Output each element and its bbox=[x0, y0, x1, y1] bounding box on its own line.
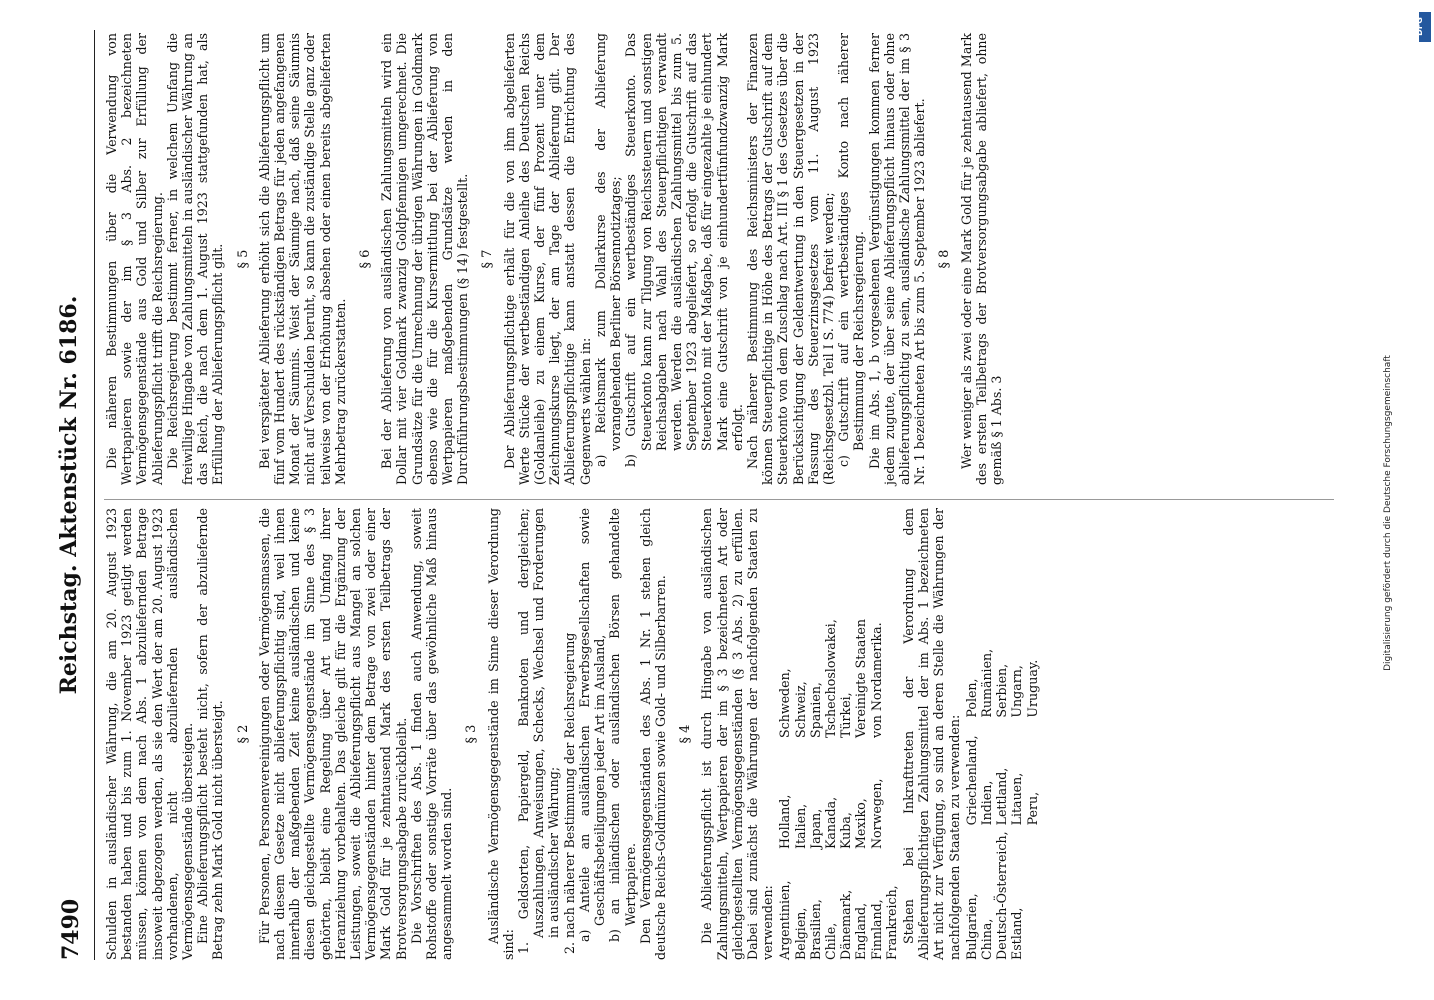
right-column bbox=[104, 33, 1004, 485]
country: Rumänien, bbox=[978, 648, 994, 718]
paragraph: Die Reichsregierung bestimmt ferner, in welchem Umfang die freiwillige Hingabe von Zahlungsmitteln in ausländischer Währung an das Reich, die nach dem 1. August 1923 stattgefunden hat, als Erfüllung der Ablieferungspflicht gilt. bbox=[164, 33, 226, 485]
paragraph: Die Ablieferungspflicht ist durch Hingabe von ausländischen Zahlungsmitteln, Wertpapieren der im § 3 bezeichneten Art oder gleichgestellten Vermögensgegenständen (§ 3 Abs. 2) zu erfüllen. Dabei sind zunächst die Währungen der nachfolgenden Staaten zu verwenden: bbox=[699, 508, 776, 960]
country bbox=[1025, 831, 1040, 960]
country: Türkei, bbox=[838, 692, 854, 738]
country: Vereinigte Staaten bbox=[853, 619, 869, 738]
section-heading: § 8 bbox=[937, 249, 953, 269]
country: Schweiz, bbox=[792, 681, 808, 738]
country bbox=[823, 508, 838, 613]
country: Kuba, bbox=[838, 812, 854, 849]
country bbox=[838, 508, 853, 613]
paragraph: Stehen bei Inkrafttreten der Verordnung dem Ablieferungspflichtigen Zahlungsmittel der im Abs. 1 bezeichneten Art nicht zur Verfügung, so sind an deren Stelle die Währungen der nachfolgenden Staaten zu verwenden: bbox=[900, 508, 962, 960]
country: Peru, bbox=[1024, 791, 1040, 826]
country: Argentinien, bbox=[777, 880, 793, 960]
country: Italien, bbox=[792, 803, 808, 849]
country: Indien, bbox=[978, 780, 994, 826]
country bbox=[853, 508, 868, 613]
country: Spanien, bbox=[807, 682, 823, 738]
list-item: a) Anteile an ausländischen Erwerbsgesellschaften sowie Geschäftsbeteiligungen jeder Art im Ausland, bbox=[576, 508, 608, 942]
country: Griechenland, bbox=[963, 735, 979, 826]
paragraph: Bei verspäteter Ablieferung erhöht sich die Ablieferungspflicht um fünf vom Hundert des rückständigen Betrags für jeden angefangenen Monat der Säumnis. Weist der Säumige nach, daß seine Säumnis nicht auf Verschulden beruht, so kann die zuständige Stelle ganz oder teilweise von der Erhöhung absehen oder einen bereits abgelieferten Mehrbetrag zurückerstatten. bbox=[256, 33, 348, 485]
country bbox=[869, 508, 884, 613]
country: Brasilien, bbox=[807, 899, 823, 960]
country: Japan, bbox=[807, 808, 823, 849]
country bbox=[964, 508, 979, 610]
country bbox=[1009, 508, 1024, 610]
country bbox=[777, 508, 792, 613]
list-item: 1. Geldsorten, Papiergeld, Banknoten und dergleichen; Auszahlungen, Anweisungen, Schecks, Wechsel und Forderungen in ausländischer Währung; bbox=[516, 508, 562, 954]
country: Polen, bbox=[963, 678, 979, 718]
paragraph: Eine Ablieferungspflicht besteht nicht, sofern der abzuliefernde Betrag zehn Mark Gold nicht übersteigt. bbox=[195, 508, 226, 960]
paragraph: Nach näherer Bestimmung des Reichsministers der Finanzen können Steuerpflichtige in Höhe des Betrags der Gutschrift auf dem Steuerkonto von dem Zuschlag nach Art. III § 1 des Gesetzes über die Berücksichtigung der Geldentwertung in den Steuergesetzen in der Fassung des Steuerzinsgesetzes vom 11. August 1923 (Reichsgesetzbl. Teil I S. 774) befreit werden; bbox=[744, 33, 836, 485]
watermark-text: Digitalisierung gefördert durch die Deutsche Forschungsgemeinschaft bbox=[1383, 355, 1393, 671]
country bbox=[808, 508, 823, 613]
dfg-logo: DFG bbox=[1419, 12, 1431, 42]
country: Bulgarien, bbox=[963, 893, 979, 960]
country: Ungarn, bbox=[1009, 665, 1025, 718]
country: Deutsch-Österreich, bbox=[994, 831, 1010, 960]
country: von Nordamerika. bbox=[868, 622, 884, 738]
country-list bbox=[777, 508, 899, 960]
section-heading: § 5 bbox=[235, 249, 251, 269]
country: Finnland, bbox=[868, 899, 884, 960]
country bbox=[793, 508, 808, 613]
section-heading: § 2 bbox=[235, 724, 251, 744]
column-divider bbox=[104, 499, 1334, 500]
country: Holland, bbox=[777, 794, 793, 849]
country: Uruguay. bbox=[1024, 659, 1040, 718]
list-item: a) Reichsmark zum Dollarkurse des der Ablieferung vorangehenden Berliner Börsennotiztages; bbox=[592, 33, 624, 467]
country: Dänemark, bbox=[838, 889, 854, 960]
section-heading: § 3 bbox=[464, 724, 480, 744]
country bbox=[979, 508, 994, 610]
paragraph: Der Ablieferungspflichtige erhält für die von ihm abgelieferten Werte Stücke der wertbeständigen Anleihe des Deutschen Reichs (Goldanleihe) zu einem Kurse, der fünf Prozent unter dem Zeichnungskurse liegt, der am Tage der Ablieferung gilt. Der Ablieferungspflichtige kann anstatt dessen die Entrichtung des Gegenwerts wählen in: bbox=[501, 33, 593, 485]
country: Kanada, bbox=[822, 796, 838, 849]
country-list bbox=[964, 508, 1040, 960]
list-item: b) an inländischen oder ausländischen Börsen gehandelte Wertpapiere. bbox=[607, 508, 638, 942]
country: China, bbox=[978, 918, 994, 960]
left-column bbox=[104, 508, 1042, 960]
country: Norwegen, bbox=[868, 778, 884, 849]
section-heading: § 4 bbox=[678, 724, 694, 744]
country: Lettland, bbox=[994, 767, 1010, 826]
paragraph: Die Vorschriften des Abs. 1 finden auch Anwendung, soweit Rohstoffe oder sonstige Vorräte über das gewöhnliche Maß hinaus angesammelt worden sind. bbox=[408, 508, 455, 960]
paragraph: Wer weniger als zwei oder eine Mark Gold für je zehntausend Mark des ersten Teilbetrags der Brotversorgungsabgabe abliefert, ohne gemäß § 1 Abs. 3 bbox=[958, 33, 1004, 485]
paragraph: Die näheren Bestimmungen über die Verwendung von Wertpapieren sowie der im § 3 Abs. 2 bezeichneten Vermögensgegenstände aus Gold und Silber zur Erfüllung der Ablieferungspflicht trifft die Reichsregierung. bbox=[104, 33, 165, 485]
running-title: Reichstag. Aktenstück Nr. 6186. bbox=[56, 295, 82, 695]
country: Belgien, bbox=[792, 907, 808, 960]
paragraph: Die im Abs. 1, b vorgesehenen Vergünstigungen kommen ferner jedem zugute, der über seine Ablieferungspflicht hinaus oder ohne ablieferungspflichtig zu sein, ausländische Zahlungsmittel der im § 3 Nr. 1 bezeichneten Art bis zum 5. September 1923 abliefert. bbox=[866, 33, 928, 485]
country: Chile, bbox=[822, 922, 838, 960]
paragraph: Schulden in ausländischer Währung, die am 20. August 1923 bestanden haben und bis zum 1. November 1923 getilgt werden müssen, können von dem nach Abs. 1 abzuliefernden Betrage insoweit abgezogen werden, als sie den Wert der am 20. August 1923 vorhandenen, nicht abzuliefernden ausländischen Vermögensgegenstände übersteigen. bbox=[104, 508, 196, 960]
page-number: 7490 bbox=[58, 898, 84, 960]
country: Frankreich, bbox=[883, 885, 899, 960]
list-item: 2. nach näherer Bestimmung der Reichsregierung bbox=[561, 632, 577, 954]
country: Serbien, bbox=[994, 663, 1010, 718]
section-heading: § 6 bbox=[358, 249, 374, 269]
country: Mexiko, bbox=[853, 798, 869, 849]
list-item: b) Gutschrift auf ein wertbeständiges Steuerkonto. Das Steuerkonto kann zur Tilgung von Reichssteuern und sonstigen Reichsabgaben nach Wahl des Steuerpflichtigen verwandt werden. Werden die ausländischen Zahlungsmittel bis zum 5. September 1923 abgeliefert, so erfolgt die Gutschrift auf das Steuerkonto mit der Maßgabe, daß für eingezahlte je einhundert Mark eine Gutschrift von je einhundertfünfundzwanzig Mark erfolgt. bbox=[623, 33, 745, 467]
list-item: c) Gutschrift auf ein wertbeständiges Konto nach näherer Bestimmung der Reichsregierung. bbox=[836, 33, 867, 467]
paragraph: Bei der Ablieferung von ausländischen Zahlungsmitteln wird ein Dollar mit vier Goldmark zwanzig Goldpfennigen umgerechnet. Die Grundsätze für die Umrechnung der übrigen Währungen in Goldmark ebenso wie die für die Kursermittlung bei der Ablieferung von Wertpapieren maßgebenden Grundsätze werden in den Durchführungsbestimmungen (§ 14) festgestellt. bbox=[379, 33, 471, 485]
country: Estland, bbox=[1009, 907, 1025, 960]
country: England, bbox=[853, 902, 869, 960]
country: Litauen, bbox=[1009, 772, 1025, 826]
country bbox=[994, 508, 1009, 610]
section-heading: § 7 bbox=[480, 249, 496, 269]
dfg-watermark bbox=[1383, 8, 1432, 992]
paragraph: Für Personen, Personenvereinigungen oder Vermögensmassen, die nach diesem Gesetze nicht ablieferungspflichtig sind, weil ihnen innerhalb der maßgebenden Zeit keine ausländischen und keine diesen gleichgestellte Vermögensgegenstände im Sinne des § 3 gehörten, bleibt eine Regelung über Art und Umfang ihrer Heranziehung vorbehalten. Das gleiche gilt für die Ergänzung der Leistungen, soweit die Ablieferungspflicht aus Mangel an solchen Vermögensgegenständen hinter dem Betrage von zwei oder einer Mark Gold für je zehntausend Mark des ersten Teilbetrags der Brotversorgungsabgabe zurückbleibt. bbox=[256, 508, 409, 960]
country: Schweden, bbox=[777, 668, 793, 738]
page-header bbox=[54, 30, 95, 960]
paragraph: Den Vermögensgegenständen des Abs. 1 Nr. 1 stehen gleich deutsche Reichs-Goldmünzen sowie Gold- und Silberbarren. bbox=[637, 508, 668, 960]
country: Tschechoslowakei, bbox=[822, 619, 838, 738]
paragraph: Ausländische Vermögensgegenstände im Sinne dieser Verordnung sind: bbox=[485, 508, 516, 960]
